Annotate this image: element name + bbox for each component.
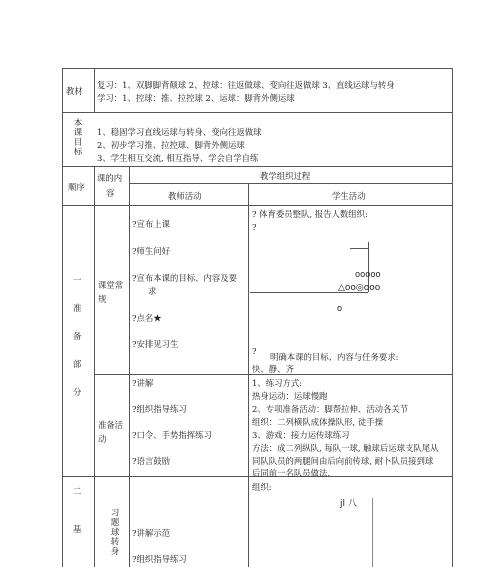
formation-row: o bbox=[337, 303, 343, 313]
goal-item-3: 3、学生相互交流, 相互指导、学会自学自练 bbox=[97, 153, 259, 163]
material-review: 复习：1、双脚脚背颠球 2、控球：往返做球、变向往返做球 3、直线运球与转身 bbox=[97, 80, 395, 90]
part2-order-char: 基 bbox=[73, 524, 82, 534]
warmup-student-line: 1、练习方式: bbox=[252, 378, 303, 388]
table-border-right bbox=[452, 68, 453, 567]
routine-student-line: 明确本课的目标、内容与任务要求: bbox=[270, 352, 399, 362]
header-student: 学生活动 bbox=[332, 191, 366, 201]
routine-teacher-item: ?安排见习生 bbox=[132, 339, 179, 349]
header-content-2: 容 bbox=[106, 188, 115, 198]
header-teacher: 教师活动 bbox=[168, 191, 202, 201]
warmup-student-line: 3、游戏：接力运传球练习 bbox=[252, 430, 350, 440]
routine-teacher-item: ?宣布本课的目标、内容及要 bbox=[132, 273, 237, 283]
part2-order-char: 二 bbox=[73, 486, 82, 496]
routine-teacher-item: ?宣布上课 bbox=[132, 219, 170, 229]
warmup-student-line: 2、专项准备活动：脚帮拉伸、活动各关节 bbox=[252, 404, 409, 414]
part2-content-vertical: 习题球转身 bbox=[109, 508, 119, 556]
part2-student-line: 组织: bbox=[252, 482, 272, 492]
routine-student-line: ? 体育委员整队, 报告人数组织: bbox=[252, 209, 368, 219]
formation-row: △oo◎ooo bbox=[338, 283, 381, 293]
header-process: 教学组织过程 bbox=[260, 171, 311, 181]
part1-order-char: 备 bbox=[73, 331, 82, 341]
warmup-teacher-item: ?语言鼓励 bbox=[132, 456, 170, 466]
material-label: 教材 bbox=[66, 86, 83, 96]
part1-order-char: 准 bbox=[73, 303, 82, 313]
formation-box bbox=[250, 232, 448, 324]
row-divider bbox=[62, 166, 453, 167]
goals-label: 本课目标 bbox=[72, 118, 82, 157]
formation-row: ooooo bbox=[355, 269, 381, 279]
table-border-left bbox=[62, 68, 63, 567]
routine-teacher-item: 求 bbox=[148, 286, 157, 296]
table-border-top bbox=[62, 68, 453, 69]
part1-order-char: 部 bbox=[73, 359, 82, 369]
goal-item-1: 1、稳固学习直线运球与转身、变向往返做球 bbox=[97, 127, 262, 137]
goal-item-2: 2、初步学习推、拉控球、脚背外侧运球 bbox=[97, 140, 245, 150]
routine-content-2: 规 bbox=[98, 294, 107, 304]
routine-student-line: ? bbox=[252, 222, 257, 232]
routine-student-line: 快、静、齐 bbox=[252, 364, 294, 374]
warmup-teacher-item: ?讲解 bbox=[132, 378, 154, 388]
warmup-student-line: 后同前一名队员做法. bbox=[252, 468, 331, 478]
drill-diagram-label: jl 八 bbox=[340, 499, 357, 509]
col-divider bbox=[129, 166, 130, 567]
material-learn: 学习：1、控球：推、拉控球 2、运球：脚背外侧运球 bbox=[97, 93, 295, 103]
warmup-student-line: 热身运动：运球慢跑 bbox=[252, 391, 328, 401]
row-divider bbox=[62, 205, 453, 206]
routine-teacher-item: ?点名★ bbox=[132, 313, 162, 323]
routine-content-1: 课堂常 bbox=[98, 280, 124, 290]
warmup-content-1: 准备活 bbox=[98, 420, 124, 430]
warmup-teacher-item: ?口令、手势指挥练习 bbox=[132, 430, 212, 440]
warmup-student-line: 方法：成二列纵队, 每队一球, 触球后运球支队尾从 bbox=[252, 443, 439, 453]
col-divider bbox=[248, 183, 249, 567]
part2-teacher-item: ?组织指导练习 bbox=[132, 554, 187, 564]
row-divider bbox=[62, 112, 453, 113]
warmup-teacher-item: ?组织指导练习 bbox=[132, 404, 187, 414]
col-divider bbox=[94, 68, 95, 112]
header-order: 顺序 bbox=[68, 182, 85, 192]
drill-diagram-edge bbox=[372, 498, 373, 567]
part1-order-char: 一 bbox=[73, 275, 82, 285]
routine-student-line: ? bbox=[252, 346, 257, 356]
part2-teacher-item: ?讲解示范 bbox=[132, 528, 170, 538]
warmup-content-2: 动 bbox=[98, 434, 107, 444]
part1-order-char: 分 bbox=[73, 387, 82, 397]
col-divider bbox=[94, 166, 95, 567]
routine-teacher-item: ?师生问好 bbox=[132, 246, 170, 256]
warmup-student-line: 同队队员的两腿间由后向前传球, 耐卜队员接到球 bbox=[252, 456, 434, 466]
formation-edge bbox=[350, 248, 368, 249]
row-divider bbox=[129, 183, 453, 184]
warmup-student-line: 组织：二列横队成体操队形, 徒手操 bbox=[252, 417, 383, 427]
header-content-1: 课的内 bbox=[97, 173, 123, 183]
